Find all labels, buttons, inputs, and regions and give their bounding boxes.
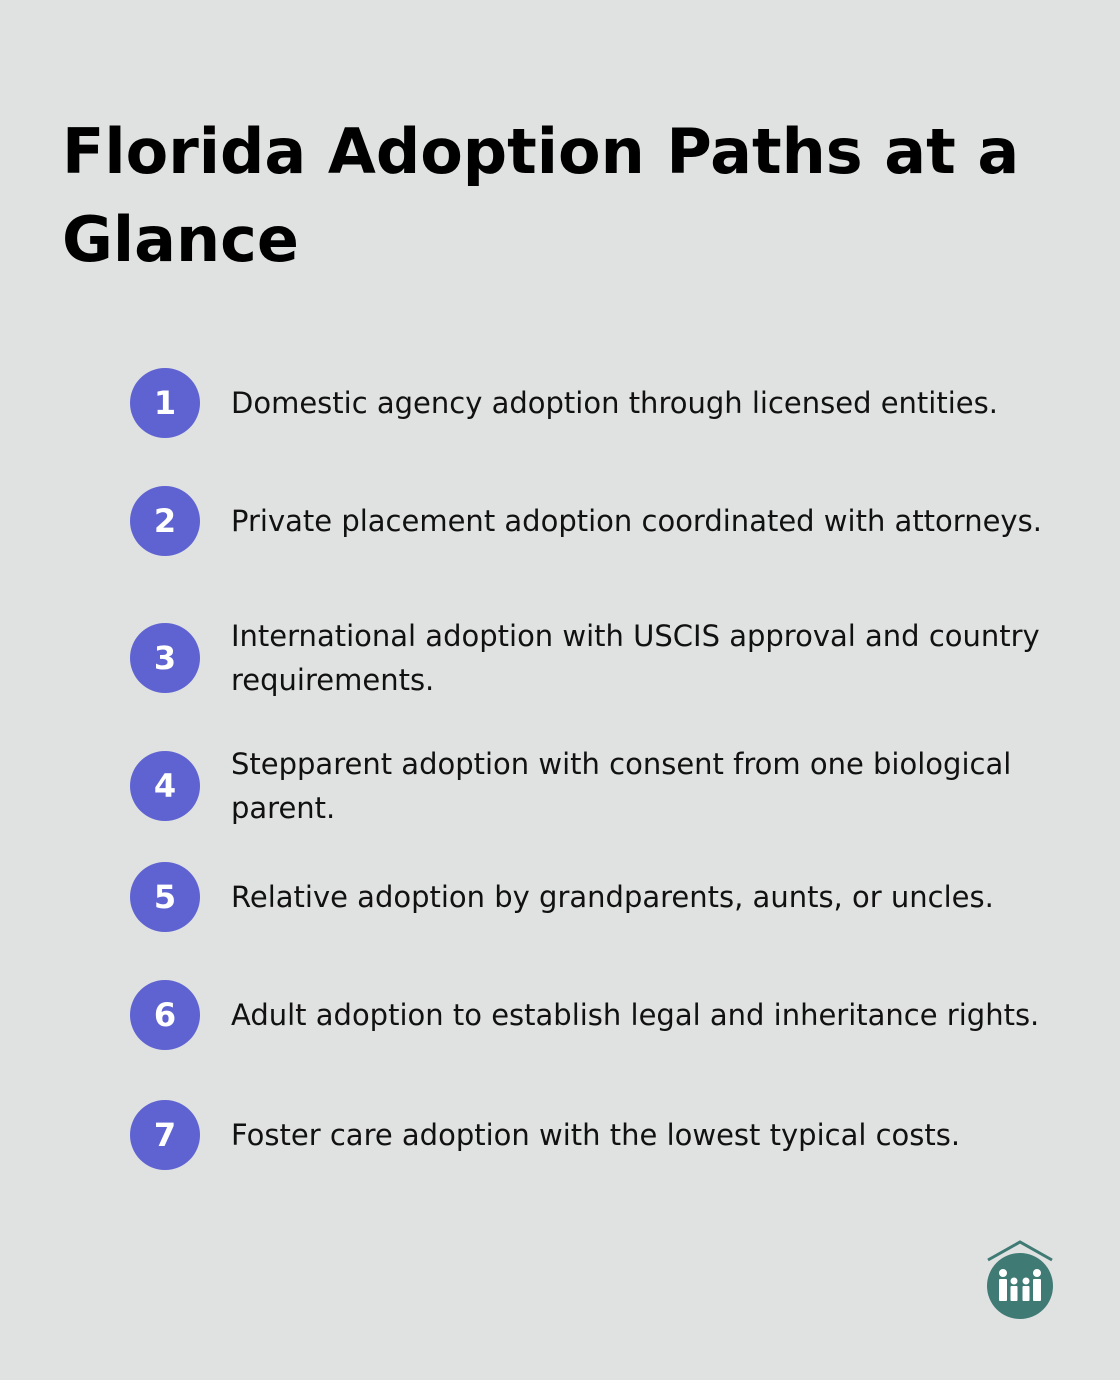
list-item-text: Stepparent adoption with consent from one biological parent. [231, 747, 1012, 825]
list-item-text: Relative adoption by grandparents, aunts, or uncles. [231, 880, 994, 914]
list-item-text: Adult adoption to establish legal and inheritance rights. [231, 998, 1040, 1032]
list-item [130, 980, 1050, 1050]
step-number-badge: 2 [130, 486, 200, 556]
step-number-badge: 1 [130, 368, 200, 438]
list-item [130, 368, 1050, 438]
list-item [130, 742, 1050, 830]
step-number-badge: 6 [130, 980, 200, 1050]
list-item-text: International adoption with USCIS approval and country requirements. [231, 619, 1040, 697]
step-number-badge: 4 [130, 751, 200, 821]
list-item-text: Private placement adoption coordinated with attorneys. [231, 504, 1042, 538]
list-item [130, 1100, 1050, 1170]
step-number-badge: 7 [130, 1100, 200, 1170]
list-item-text: Domestic agency adoption through licensed entities. [231, 386, 998, 420]
list-item [130, 614, 1050, 702]
list-item [130, 862, 1050, 932]
family-home-logo-icon [985, 1240, 1055, 1322]
list-item [130, 486, 1050, 556]
step-number-badge: 5 [130, 862, 200, 932]
page-title: Florida Adoption Paths at a Glance [62, 115, 1020, 276]
list-item-text: Foster care adoption with the lowest typical costs. [231, 1118, 961, 1152]
step-number-badge: 3 [130, 623, 200, 693]
